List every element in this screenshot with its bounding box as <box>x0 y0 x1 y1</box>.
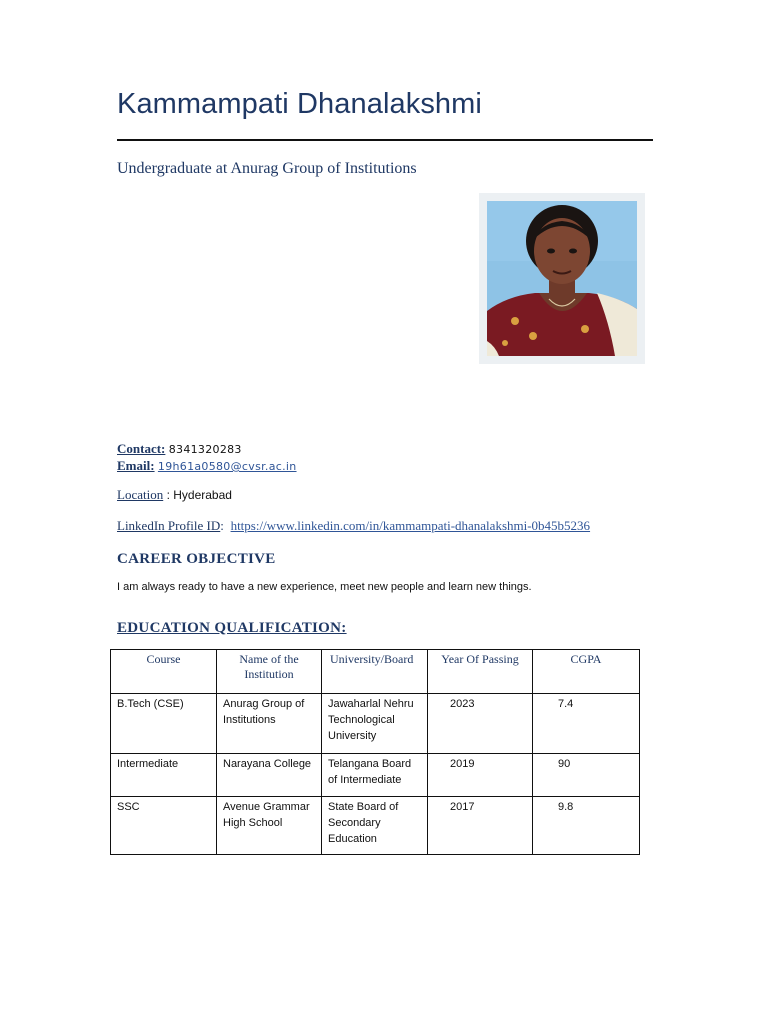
resume-subtitle: Undergraduate at Anurag Group of Institutions <box>117 160 417 177</box>
cell-cgpa: 7.4 <box>533 694 640 754</box>
table-row <box>111 754 640 797</box>
cell-year: 2017 <box>428 797 533 855</box>
cell-institution: Anurag Group of Institutions <box>217 694 322 754</box>
column-header-year: Year Of Passing <box>428 650 533 694</box>
email-link[interactable]: 19h61a0580@cvsr.ac.in <box>157 460 297 473</box>
table-row <box>111 797 640 855</box>
cell-year: 2023 <box>428 694 533 754</box>
cell-course: B.Tech (CSE) <box>111 694 217 754</box>
career-objective-text: I am always ready to have a new experience, meet new people and learn new things. <box>117 581 532 593</box>
email-label: Email: <box>117 458 155 473</box>
title-divider <box>117 139 653 141</box>
education-heading: EDUCATION QUALIFICATION: <box>117 620 347 636</box>
location-label: Location <box>117 487 164 502</box>
career-objective-heading: CAREER OBJECTIVE <box>117 551 276 567</box>
column-header-cgpa: CGPA <box>533 650 640 694</box>
location-row <box>117 487 232 503</box>
contact-label: Contact: <box>117 441 166 456</box>
linkedin-row <box>117 518 590 534</box>
resume-name: Kammampati Dhanalakshmi <box>117 88 482 120</box>
column-header-university: University/Board <box>322 650 428 694</box>
column-header-course: Course <box>111 650 217 694</box>
cell-institution: Avenue Grammar High School <box>217 797 322 855</box>
education-table <box>110 649 640 855</box>
cell-cgpa: 90 <box>533 754 640 797</box>
cell-cgpa: 9.8 <box>533 797 640 855</box>
table-header-row <box>111 650 640 694</box>
cell-year: 2019 <box>428 754 533 797</box>
table-row <box>111 694 640 754</box>
linkedin-link[interactable]: https://www.linkedin.com/in/kammampati-dhanalakshmi-0b45b5236 <box>230 518 591 533</box>
cell-course: SSC <box>111 797 217 855</box>
cell-university: Telangana Board of Intermediate <box>322 754 428 797</box>
cell-institution: Narayana College <box>217 754 322 797</box>
cell-university: Jawaharlal Nehru Technological University <box>322 694 428 754</box>
profile-photo <box>479 193 645 364</box>
profile-photo-image <box>487 201 637 356</box>
linkedin-label: LinkedIn Profile ID <box>117 518 221 533</box>
contact-phone: 8341320283 <box>168 443 242 456</box>
email-row <box>117 458 297 474</box>
location-value: : Hyderabad <box>166 488 232 502</box>
linkedin-colon: : <box>220 518 224 533</box>
contact-row <box>117 441 242 457</box>
column-header-institution: Name of the Institution <box>217 650 322 694</box>
cell-university: State Board of Secondary Education <box>322 797 428 855</box>
cell-course: Intermediate <box>111 754 217 797</box>
